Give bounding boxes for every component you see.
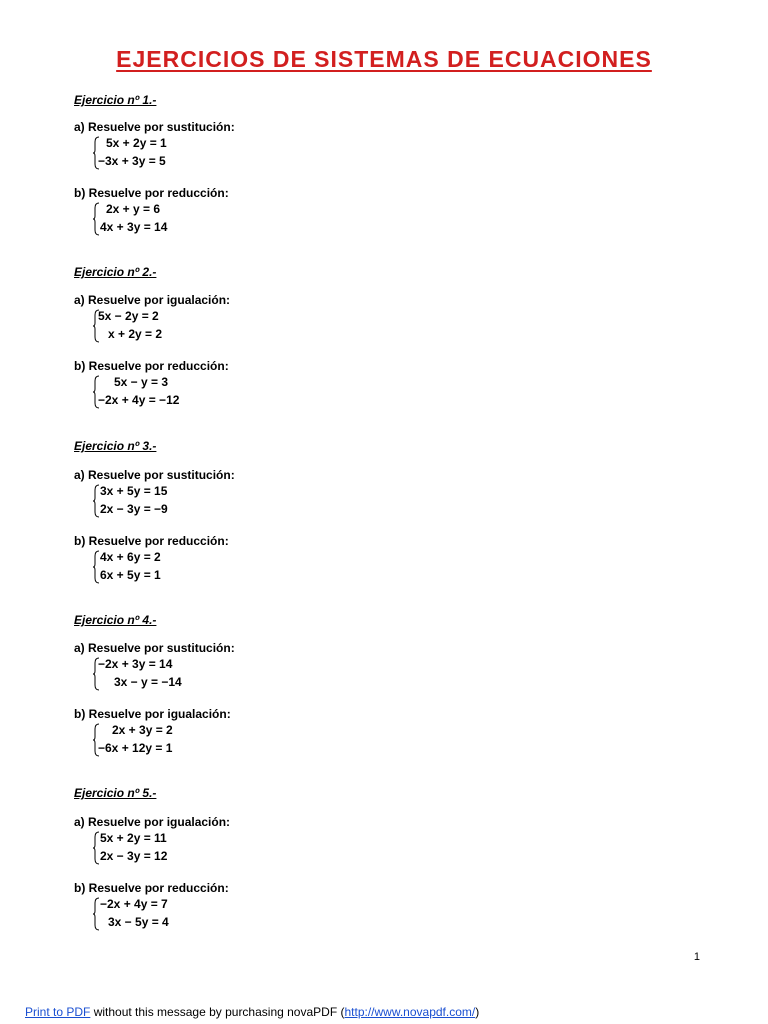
exercise-5-heading: Ejercicio nº 5.-: [74, 786, 157, 800]
equation-1: 2x + y = 6: [106, 202, 161, 216]
equation-1: 3x + 5y = 15: [100, 484, 168, 498]
equation-1: 4x + 6y = 2: [100, 550, 161, 564]
equation-1: 5x + 2y = 11: [100, 831, 167, 845]
equation-2: 4x + 3y = 14: [100, 220, 168, 234]
exercise-3a-system: [92, 484, 292, 522]
exercise-5b-instruction: b) Resuelve por reducción:: [74, 881, 229, 895]
footer-message: [25, 1005, 479, 1019]
exercise-4a-system: [92, 657, 292, 695]
equation-1: −2x + 4y = 7: [100, 897, 168, 911]
equation-2: 2x − 3y = 12: [100, 849, 168, 863]
brace-icon: [92, 550, 100, 584]
exercise-2-heading: Ejercicio nº 2.-: [74, 265, 157, 279]
equation-2: −3x + 3y = 5: [98, 154, 166, 168]
exercise-3b-system: [92, 550, 292, 588]
print-to-pdf-link[interactable]: Print to PDF: [25, 1005, 91, 1019]
exercise-1b-system: [92, 202, 292, 240]
equation-1: 5x + 2y = 1: [106, 136, 167, 150]
brace-icon: [92, 831, 100, 865]
brace-icon: [92, 202, 100, 236]
equation-1: 5x − 2y = 2: [98, 309, 159, 323]
page-number: 1: [693, 951, 700, 963]
exercise-1b-instruction: b) Resuelve por reducción:: [74, 186, 229, 200]
footer-text: without this message by purchasing novaPDF (: [90, 1005, 345, 1019]
exercise-1a-system: [92, 136, 292, 174]
exercise-5b-system: [92, 897, 292, 935]
footer-end: ): [475, 1005, 480, 1019]
exercise-2b-system: [92, 375, 292, 413]
equation-2: 2x − 3y = −9: [100, 502, 168, 516]
exercise-2a-system: [92, 309, 292, 347]
exercise-4-heading: Ejercicio nº 4.-: [74, 613, 157, 627]
exercise-2a-instruction: a) Resuelve por igualación:: [74, 293, 231, 307]
exercise-3b-instruction: b) Resuelve por reducción:: [74, 534, 229, 548]
equation-2: −2x + 4y = −12: [98, 393, 180, 407]
equation-2: 3x − y = −14: [114, 675, 182, 689]
equation-1: −2x + 3y = 14: [98, 657, 173, 671]
equation-2: −6x + 12y = 1: [98, 741, 173, 755]
equation-2: x + 2y = 2: [108, 327, 163, 341]
equation-2: 3x − 5y = 4: [108, 915, 169, 929]
exercise-1a-instruction: a) Resuelve por sustitución:: [74, 120, 235, 134]
exercise-5a-instruction: a) Resuelve por igualación:: [74, 815, 231, 829]
novapdf-url-link[interactable]: http://www.novapdf.com/: [344, 1005, 476, 1019]
equation-2: 6x + 5y = 1: [100, 568, 161, 582]
exercise-4b-instruction: b) Resuelve por igualación:: [74, 707, 231, 721]
exercise-3-heading: Ejercicio nº 3.-: [74, 439, 157, 453]
equation-1: 2x + 3y = 2: [112, 723, 173, 737]
exercise-1-heading: Ejercicio nº 1.-: [74, 93, 157, 107]
document-title: EJERCICIOS DE SISTEMAS DE ECUACIONES: [116, 46, 652, 72]
exercise-3a-instruction: a) Resuelve por sustitución:: [74, 468, 235, 482]
exercise-2b-instruction: b) Resuelve por reducción:: [74, 359, 229, 373]
brace-icon: [92, 897, 100, 931]
equation-1: 5x − y = 3: [114, 375, 169, 389]
exercise-4b-system: [92, 723, 292, 761]
brace-icon: [92, 484, 100, 518]
exercise-4a-instruction: a) Resuelve por sustitución:: [74, 641, 235, 655]
exercise-5a-system: [92, 831, 292, 869]
